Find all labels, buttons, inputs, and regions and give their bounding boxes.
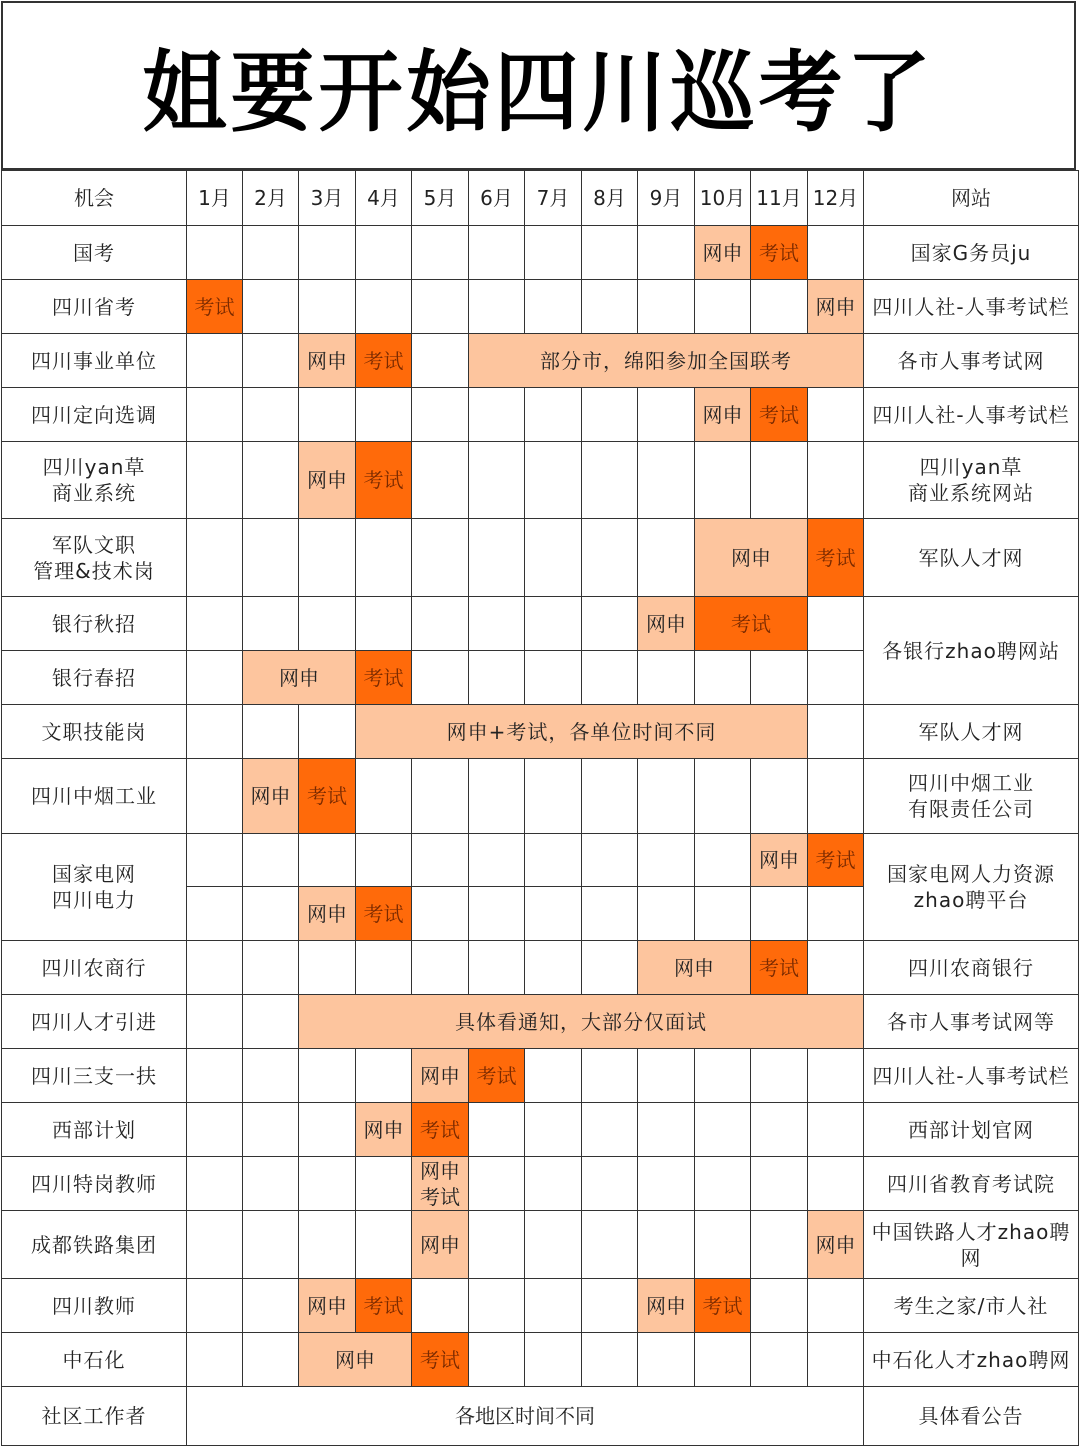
exam-cell: 考试 — [299, 759, 356, 834]
exam-cell: 考试 — [356, 1279, 412, 1333]
row-name — [2, 834, 187, 941]
exam-cell: 考试 — [356, 887, 412, 941]
row-name: 四川定向选调 — [2, 388, 187, 442]
website-cell — [864, 1211, 1079, 1279]
exam-cell: 考试 — [412, 1333, 469, 1387]
title-banner — [1, 1, 1076, 170]
website-cell — [864, 442, 1079, 519]
row-name: 四川省考 — [2, 280, 187, 334]
table-row — [2, 1103, 1079, 1157]
table-row — [2, 995, 1079, 1049]
span-note-cell: 具体看通知，大部分仅面试 — [299, 995, 864, 1049]
exam-cell: 考试 — [356, 334, 412, 388]
apply-cell: 网申 — [695, 388, 751, 442]
website-cell: 各银行zhao聘网站 — [864, 597, 1079, 705]
table-row — [2, 388, 1079, 442]
website-line: 中国铁路人才zhao聘 — [871, 1219, 1071, 1244]
table-row — [2, 334, 1079, 388]
row-name: 银行春招 — [2, 651, 187, 705]
exam-cell: 考试 — [356, 651, 412, 705]
website-cell: 军队人才网 — [864, 519, 1079, 597]
website-cell: 四川人社-人事考试栏 — [864, 1049, 1079, 1103]
website-cell: 西部计划官网 — [864, 1103, 1079, 1157]
header-opportunity: 机会 — [2, 171, 187, 226]
website-cell: 军队人才网 — [864, 705, 1079, 759]
table-row — [2, 226, 1079, 280]
row-name: 中石化 — [2, 1333, 187, 1387]
exam-cell: 考试 — [808, 519, 864, 597]
apply-cell: 网申 — [299, 442, 356, 519]
page-title: 姐要开始四川巡考了 — [142, 40, 935, 144]
header-month: 7月 — [525, 171, 582, 226]
apply-cell: 网申 — [243, 651, 356, 705]
row-name: 四川农商行 — [2, 941, 187, 995]
website-cell: 国家G务员ju — [864, 226, 1079, 280]
website-cell: 四川省教育考试院 — [864, 1157, 1079, 1211]
row-name-line: 四川电力 — [52, 888, 136, 912]
table-row — [2, 834, 1079, 887]
apply-cell: 网申 — [638, 1279, 695, 1333]
apply-cell: 网申 — [695, 519, 808, 597]
exam-cell: 考试 — [808, 834, 864, 887]
table-row — [2, 1333, 1079, 1387]
apply-exam-cell — [412, 1157, 469, 1211]
exam-cell: 考试 — [695, 1279, 751, 1333]
apply-cell: 网申 — [299, 887, 356, 941]
apply-label: 网申 — [420, 1158, 460, 1183]
apply-cell: 网申 — [638, 597, 695, 651]
table-row — [2, 1049, 1079, 1103]
row-name-line: 军队文职 — [52, 532, 136, 557]
header-row — [2, 171, 1079, 226]
website-line: 商业系统网站 — [908, 481, 1034, 505]
row-name: 西部计划 — [2, 1103, 187, 1157]
row-name: 四川三支一扶 — [2, 1049, 187, 1103]
website-cell: 四川人社-人事考试栏 — [864, 280, 1079, 334]
span-note-cell: 部分市，绵阳参加全国联考 — [469, 334, 864, 388]
row-name: 四川教师 — [2, 1279, 187, 1333]
header-month: 6月 — [469, 171, 525, 226]
exam-cell: 考试 — [751, 941, 808, 995]
row-name-line: 商业系统 — [52, 481, 136, 505]
table-row — [2, 442, 1079, 519]
table-row — [2, 1279, 1079, 1333]
apply-cell: 网申 — [412, 1211, 469, 1279]
table-row — [2, 759, 1079, 834]
apply-cell: 网申 — [299, 1333, 412, 1387]
row-name: 四川中烟工业 — [2, 759, 187, 834]
span-note-cell: 各地区时间不同 — [187, 1387, 864, 1446]
exam-cell: 考试 — [469, 1049, 525, 1103]
header-month: 1月 — [187, 171, 243, 226]
header-month: 11月 — [751, 171, 808, 226]
table-row — [2, 1211, 1079, 1279]
apply-cell: 网申 — [299, 1279, 356, 1333]
website-cell: 考生之家/市人社 — [864, 1279, 1079, 1333]
website-cell: 各市人事考试网等 — [864, 995, 1079, 1049]
website-line: 有限责任公司 — [908, 797, 1034, 821]
exam-cell: 考试 — [751, 226, 808, 280]
row-name: 社区工作者 — [2, 1387, 187, 1446]
header-month: 10月 — [695, 171, 751, 226]
row-name-line: 四川yan草 — [42, 455, 146, 479]
website-line: 网 — [960, 1245, 982, 1270]
row-name: 银行秋招 — [2, 597, 187, 651]
row-name: 国考 — [2, 226, 187, 280]
website-cell: 中石化人才zhao聘网 — [864, 1333, 1079, 1387]
exam-cell: 考试 — [695, 597, 808, 651]
row-name — [2, 519, 187, 597]
table-row — [2, 1157, 1079, 1211]
table-row — [2, 280, 1079, 334]
header-month: 5月 — [412, 171, 469, 226]
website-line: 国家电网人力资源 — [887, 862, 1055, 886]
apply-cell: 网申 — [695, 226, 751, 280]
apply-cell: 网申 — [808, 1211, 864, 1279]
row-name-line: 国家电网 — [52, 862, 136, 886]
website-cell: 四川人社-人事考试栏 — [864, 388, 1079, 442]
header-month: 3月 — [299, 171, 356, 226]
table-row — [2, 705, 1079, 759]
header-month: 8月 — [582, 171, 638, 226]
exam-cell: 考试 — [187, 280, 243, 334]
header-website: 网站 — [864, 171, 1079, 226]
website-cell: 各市人事考试网 — [864, 334, 1079, 388]
table-row — [2, 519, 1079, 597]
span-note-cell: 网申+考试，各单位时间不同 — [356, 705, 808, 759]
header-month: 2月 — [243, 171, 299, 226]
row-name: 四川特岗教师 — [2, 1157, 187, 1211]
row-name: 四川人才引进 — [2, 995, 187, 1049]
exam-label: 考试 — [420, 1184, 460, 1209]
website-cell: 具体看公告 — [864, 1387, 1079, 1446]
row-name: 成都铁路集团 — [2, 1211, 187, 1279]
website-line: 四川yan草 — [919, 455, 1023, 479]
table-row — [2, 597, 1079, 651]
website-line: 四川中烟工业 — [908, 771, 1034, 795]
website-cell: 四川农商银行 — [864, 941, 1079, 995]
header-month: 9月 — [638, 171, 695, 226]
apply-cell: 网申 — [638, 941, 751, 995]
header-month: 12月 — [808, 171, 864, 226]
row-name: 文职技能岗 — [2, 705, 187, 759]
row-name-line: 管理&技术岗 — [33, 558, 155, 583]
website-line: zhao聘平台 — [913, 888, 1029, 912]
exam-cell: 考试 — [412, 1103, 469, 1157]
apply-cell: 网申 — [808, 280, 864, 334]
website-cell — [864, 834, 1079, 941]
apply-cell: 网申 — [356, 1103, 412, 1157]
exam-schedule-table — [1, 170, 1079, 1446]
header-month: 4月 — [356, 171, 412, 226]
row-name: 四川事业单位 — [2, 334, 187, 388]
table-row — [2, 941, 1079, 995]
apply-cell: 网申 — [243, 759, 299, 834]
apply-cell: 网申 — [751, 834, 808, 887]
exam-cell: 考试 — [751, 388, 808, 442]
website-cell — [864, 759, 1079, 834]
exam-cell: 考试 — [356, 442, 412, 519]
row-name — [2, 442, 187, 519]
apply-cell: 网申 — [412, 1049, 469, 1103]
apply-cell: 网申 — [299, 334, 356, 388]
table-row — [2, 1387, 1079, 1446]
